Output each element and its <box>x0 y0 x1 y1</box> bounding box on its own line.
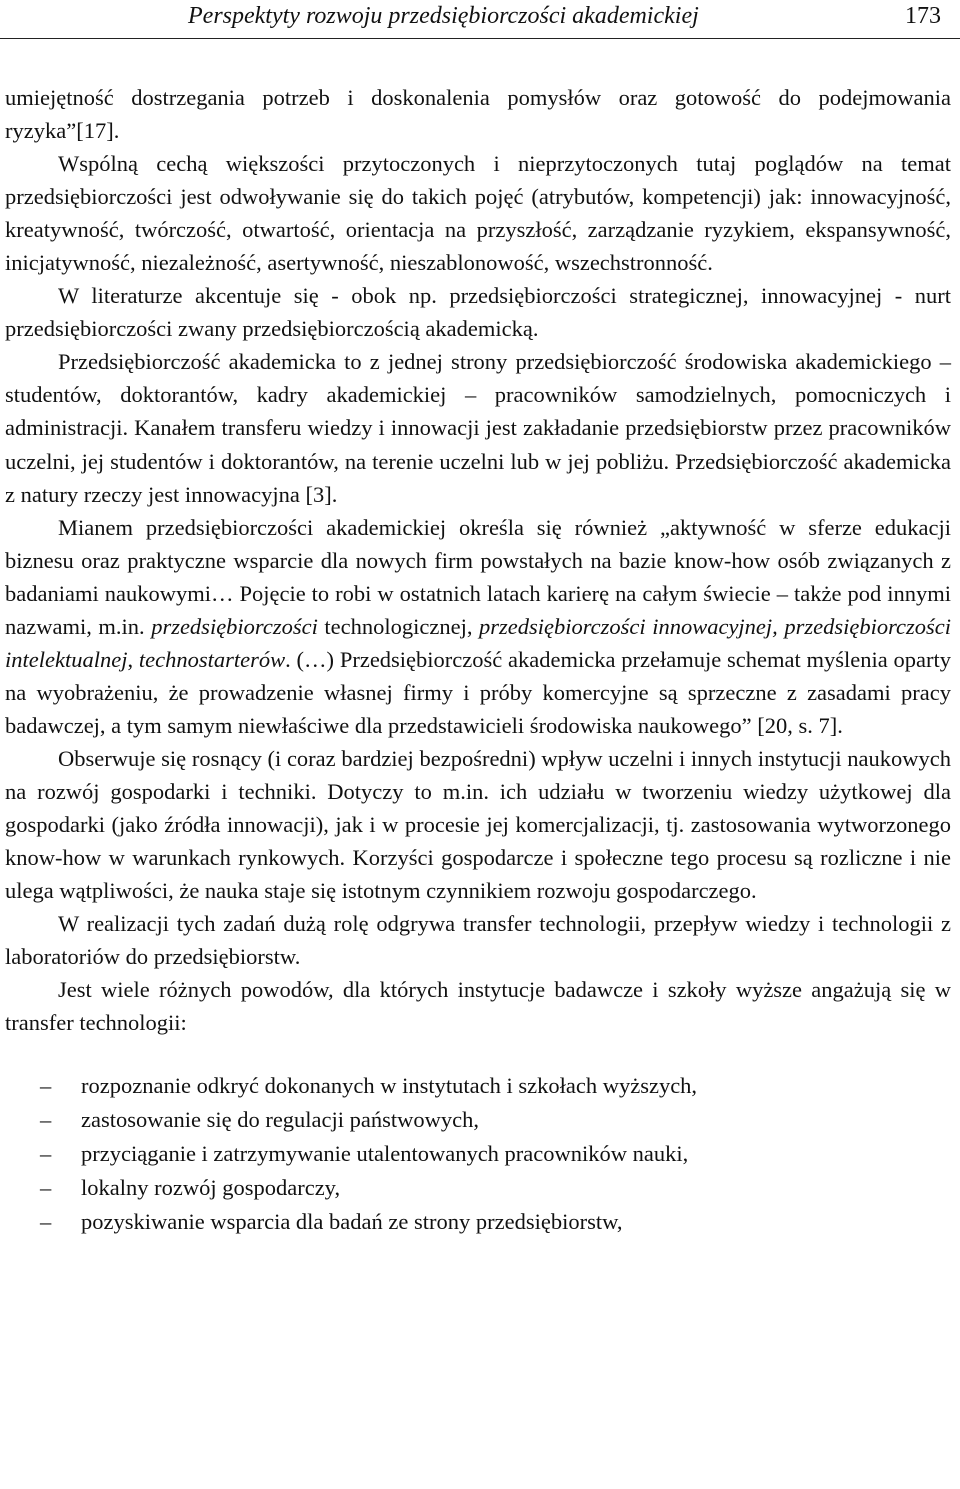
paragraph-with-italics <box>5 511 951 742</box>
list-item-text: zastosowanie się do regulacji państwowych, <box>81 1107 480 1133</box>
list-item-text: przyciąganie i zatrzymywanie utalentowanych pracowników nauki, <box>81 1141 689 1167</box>
list-item <box>5 1137 951 1171</box>
text-run: technologicznej, <box>317 613 479 639</box>
paragraph: Obserwuje się rosnący (i coraz bardziej bezpośredni) wpływ uczelni i innych instytucji naukowych na rozwój gospodarki i techniki. Dotyczy to m.in. ich udziału w tworzeniu wiedzy użytkowej dla gospodarki (jako źródła innowacji), jak i w procesie jej komercjalizacji, tj. zastosowania wytworzonego know-how w warunkach rynkowych. Korzyści gospodarcze i społeczne tego procesu są rozliczne i nie ulega wątpliwości, że nauka staje się istotnym czynnikiem rozwoju gospodarczego. <box>5 745 951 904</box>
list-marker: – <box>40 1175 52 1201</box>
paragraph: W realizacji tych zadań dużą rolę odgrywa transfer technologii, przepływ wiedzy i technologii z laboratoriów do przedsiębiorstw. <box>5 911 951 970</box>
paragraph: Przedsiębiorczość akademicka to z jednej strony przedsiębiorczość środowiska akademickiego – studentów, doktorantów, kadry akademickiej – pracowników samodzielnych, pomocniczych i administracji. Kanałem transferu wiedzy i innowacji jest zakładanie przedsiębiorstw przez pracowników uczelni, jej studentów i doktorantów, na terenie uczelni lub w jej pobliżu. Przedsiębiorczość akademicka z natury rzeczy jest innowacyjna [3]. <box>5 349 951 507</box>
running-header-title: Perspektyty rozwoju przedsiębiorczości akademickiej <box>188 3 699 29</box>
paragraph: W literaturze akcentuje się - obok np. przedsiębiorczości strategicznej, innowacyjnej - nurt przedsiębiorczości zwany przedsiębiorczością akademicką. <box>5 283 951 342</box>
list-item-text: lokalny rozwój gospodarczy, <box>81 1175 341 1201</box>
body-text <box>5 81 951 1239</box>
reasons-list <box>5 1069 951 1239</box>
list-item-text: pozyskiwanie wsparcia dla badań ze strony przedsiębiorstw, <box>81 1209 623 1235</box>
paragraph: umiejętność dostrzegania potrzeb i doskonalenia pomysłów oraz gotowość do podejmowania ryzyka”[17]. <box>5 85 951 144</box>
running-header <box>0 0 960 39</box>
list-item <box>5 1171 951 1205</box>
text-run: . (…) Przedsiębiorczość akademicka przełamuje schemat myślenia oparty na wyobrażeniu, że prowadzenie własnej firmy i próby komercyjne są sprzeczne z zasadami pracy badawczej, a tym samym niewłaściwe dla przedstawicieli środowiska naukowego” [20, s. 7]. <box>5 646 952 738</box>
text-run: , <box>127 646 139 672</box>
list-marker: – <box>40 1073 52 1099</box>
paragraph: Wspólną cechą większości przytoczonych i nieprzytoczonych tutaj poglądów na temat przedsiębiorczości jest odwoływanie się do takich pojęć (atrybutów, kompetencji) jak: innowacyjność, kreatywność, twórczość, otwartość, orientacja na przyszłość, zarządzanie ryzykiem, ekspansywność, inicjatywność, niezależność, asertywność, nieszablonowość, wszechstronność. <box>5 151 951 276</box>
page-number: 173 <box>905 3 941 29</box>
paragraph: Jest wiele różnych powodów, dla których instytucje badawcze i szkoły wyższe angażują się w transfer technologii: <box>5 977 951 1036</box>
list-marker: – <box>40 1209 52 1235</box>
list-item <box>5 1069 951 1103</box>
italic-term: przedsiębiorczości <box>151 613 318 639</box>
italic-term: technostarterów <box>138 646 286 672</box>
list-marker: – <box>40 1107 52 1133</box>
list-item <box>5 1103 951 1137</box>
list-item-text: rozpoznanie odkryć dokonanych w instytutach i szkołach wyższych, <box>81 1073 698 1099</box>
list-item <box>5 1205 951 1239</box>
text-run: Mianem przedsiębiorczości akademickiej określa się również „aktywność w sferze edukacji biznesu oraz praktyczne wsparcie dla nowych firm powstałych na bazie know-how osób związanych z badaniami naukowymi… Pojęcie to robi w ostatnich latach karierę na całym świecie – także pod innymi nazwami, m.in. <box>5 514 951 639</box>
list-marker: – <box>40 1141 52 1167</box>
italic-term: przedsiębiorczości innowacyjnej, przedsiębiorczości intelektualnej <box>5 613 951 672</box>
